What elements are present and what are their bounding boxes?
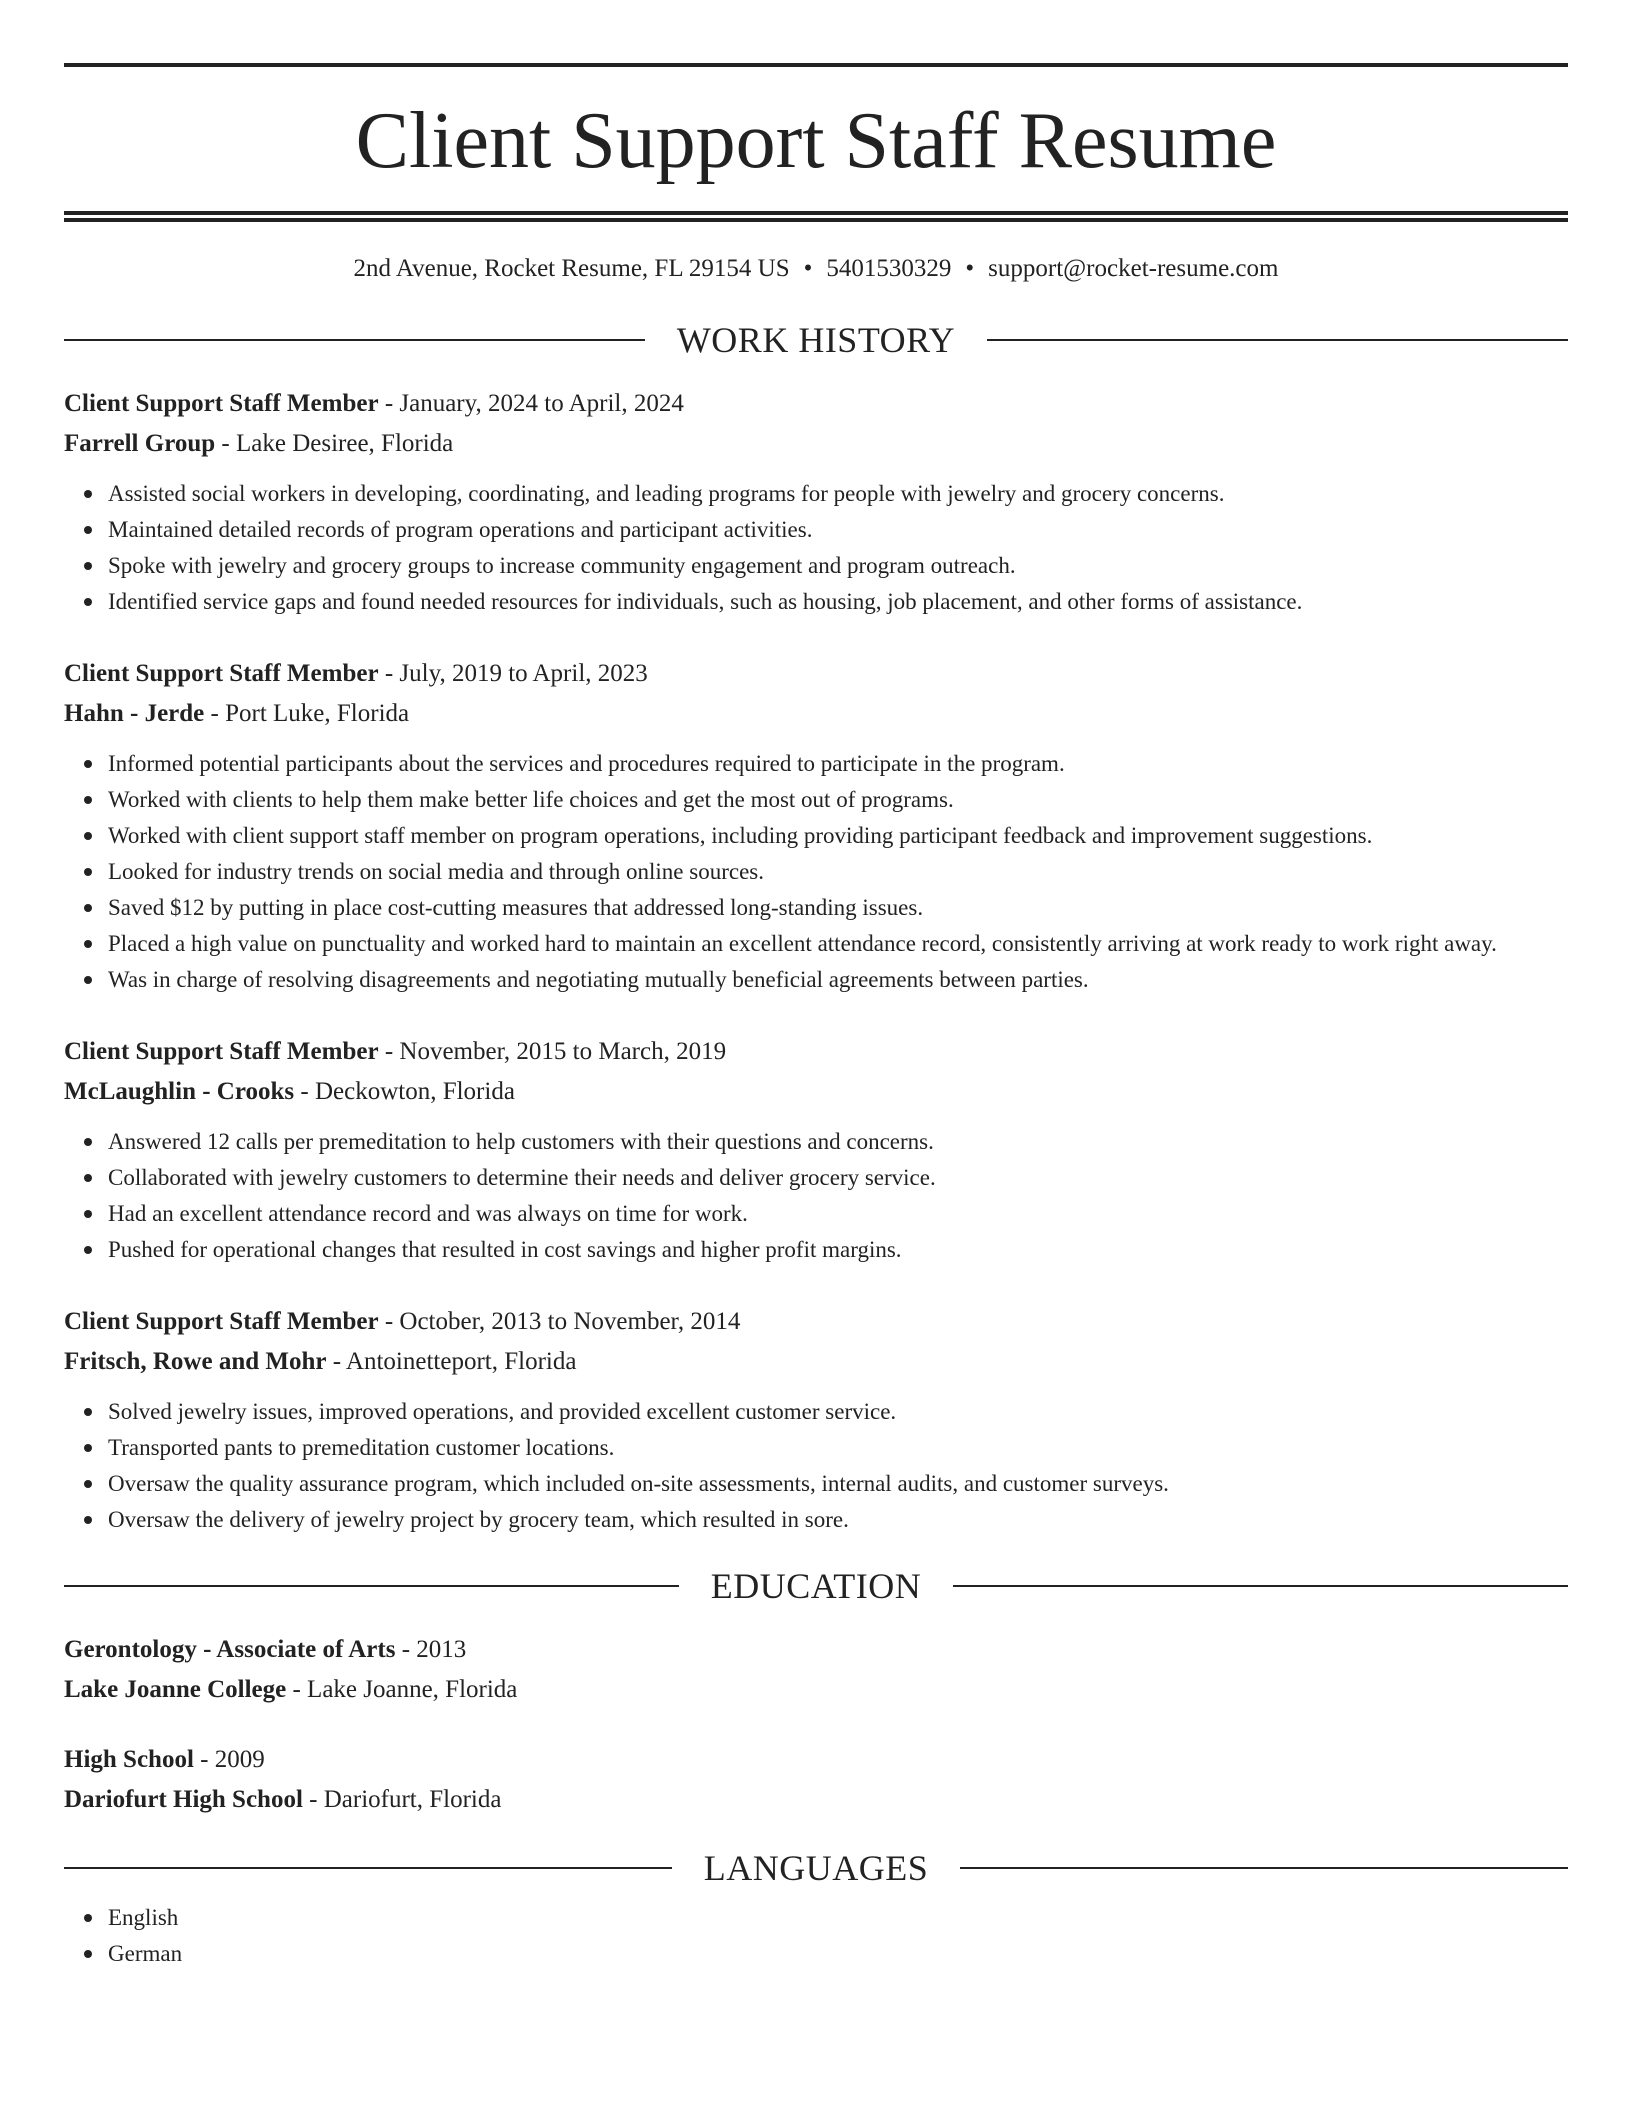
job-title-line <box>64 1032 1568 1072</box>
education-entry <box>64 1740 1568 1820</box>
heading-rule-left <box>64 339 645 341</box>
list-item: Pushed for operational changes that resulted in cost savings and higher profit margins. <box>108 1232 1568 1268</box>
job-location: - Deckowton, Florida <box>294 1078 515 1105</box>
contact-line <box>64 254 1568 284</box>
job-dates: - October, 2013 to November, 2014 <box>378 1308 741 1335</box>
list-item: Assisted social workers in developing, coordinating, and leading programs for people with jewelry and grocery concerns. <box>108 476 1568 512</box>
work-history-list <box>64 384 1568 1538</box>
list-item: Placed a high value on punctuality and worked hard to maintain an excellent attendance record, consistently arriving at work ready to work right away. <box>108 926 1568 962</box>
job-company-line <box>64 1342 1568 1382</box>
school-line <box>64 1780 1568 1820</box>
list-item: Maintained detailed records of program operations and participant activities. <box>108 512 1568 548</box>
school: Lake Joanne College <box>64 1676 287 1703</box>
contact-email: support@rocket-resume.com <box>988 255 1279 282</box>
heading-rule-right <box>953 1585 1568 1587</box>
job-title: Client Support Staff Member <box>64 1038 379 1065</box>
section-heading-education <box>64 1566 1568 1606</box>
list-item: Transported pants to premeditation customer locations. <box>108 1430 1568 1466</box>
list-item: English <box>108 1900 1568 1936</box>
degree-line <box>64 1740 1568 1780</box>
job-company-line <box>64 424 1568 464</box>
school: Dariofurt High School <box>64 1786 303 1813</box>
heading-rule-right <box>960 1867 1568 1869</box>
job-company-line <box>64 1072 1568 1112</box>
degree-year: - 2009 <box>193 1746 265 1773</box>
list-item: Spoke with jewelry and grocery groups to increase community engagement and program outreach. <box>108 548 1568 584</box>
degree-line <box>64 1630 1568 1670</box>
list-item: Looked for industry trends on social media and through online sources. <box>108 854 1568 890</box>
contact-phone: 5401530329 <box>826 255 952 282</box>
job-bullets <box>64 1394 1568 1538</box>
job-entry <box>64 654 1568 998</box>
section-heading-languages <box>64 1848 1568 1888</box>
job-dates: - January, 2024 to April, 2024 <box>378 390 684 417</box>
school-line <box>64 1670 1568 1710</box>
section-title: WORK HISTORY <box>676 320 956 360</box>
education-entry <box>64 1630 1568 1710</box>
job-bullets <box>64 746 1568 998</box>
degree-year: - 2013 <box>395 1636 467 1663</box>
degree: High School <box>64 1746 194 1773</box>
job-location: - Antoinetteport, Florida <box>326 1348 577 1375</box>
top-rule <box>64 63 1568 67</box>
job-title-line <box>64 654 1568 694</box>
job-company: Farrell Group <box>64 430 216 457</box>
contact-address: 2nd Avenue, Rocket Resume, FL 29154 US <box>353 255 790 282</box>
job-title: Client Support Staff Member <box>64 390 379 417</box>
title-double-rule <box>64 211 1568 222</box>
list-item: Solved jewelry issues, improved operations, and provided excellent customer service. <box>108 1394 1568 1430</box>
list-item: Identified service gaps and found needed resources for individuals, such as housing, job placement, and other forms of assistance. <box>108 584 1568 620</box>
school-location: - Lake Joanne, Florida <box>286 1676 518 1703</box>
contact-separator: • <box>803 255 813 282</box>
section-title: EDUCATION <box>710 1566 922 1606</box>
job-title-line <box>64 384 1568 424</box>
job-location: - Port Luke, Florida <box>204 700 410 727</box>
job-company: Hahn - Jerde <box>64 700 205 727</box>
list-item: Was in charge of resolving disagreements and negotiating mutually beneficial agreements between parties. <box>108 962 1568 998</box>
heading-rule-right <box>987 339 1568 341</box>
list-item: German <box>108 1936 1568 1972</box>
list-item: Collaborated with jewelry customers to determine their needs and deliver grocery service. <box>108 1160 1568 1196</box>
job-company: McLaughlin - Crooks <box>64 1078 295 1105</box>
job-company: Fritsch, Rowe and Mohr <box>64 1348 327 1375</box>
job-title: Client Support Staff Member <box>64 1308 379 1335</box>
section-heading-work-history <box>64 320 1568 360</box>
contact-separator: • <box>965 255 975 282</box>
heading-rule-left <box>64 1585 679 1587</box>
job-company-line <box>64 694 1568 734</box>
job-entry <box>64 1032 1568 1268</box>
list-item: Worked with clients to help them make better life choices and get the most out of programs. <box>108 782 1568 818</box>
job-title-line <box>64 1302 1568 1342</box>
list-item: Saved $12 by putting in place cost-cutting measures that addressed long-standing issues. <box>108 890 1568 926</box>
list-item: Oversaw the delivery of jewelry project by grocery team, which resulted in sore. <box>108 1502 1568 1538</box>
list-item: Had an excellent attendance record and was always on time for work. <box>108 1196 1568 1232</box>
list-item: Answered 12 calls per premeditation to help customers with their questions and concerns. <box>108 1124 1568 1160</box>
degree: Gerontology - Associate of Arts <box>64 1636 396 1663</box>
list-item: Oversaw the quality assurance program, which included on-site assessments, internal audits, and customer surveys. <box>108 1466 1568 1502</box>
languages-list <box>64 1900 1568 1972</box>
resume-title: Client Support Staff Resume <box>355 97 1277 185</box>
job-dates: - November, 2015 to March, 2019 <box>378 1038 727 1065</box>
job-bullets <box>64 476 1568 620</box>
job-bullets <box>64 1124 1568 1268</box>
job-title: Client Support Staff Member <box>64 660 379 687</box>
school-location: - Dariofurt, Florida <box>302 1786 502 1813</box>
job-location: - Lake Desiree, Florida <box>215 430 454 457</box>
job-dates: - July, 2019 to April, 2023 <box>378 660 648 687</box>
list-item: Worked with client support staff member on program operations, including providing participant feedback and improvement suggestions. <box>108 818 1568 854</box>
heading-rule-left <box>64 1867 672 1869</box>
job-entry <box>64 1302 1568 1538</box>
job-entry <box>64 384 1568 620</box>
list-item: Informed potential participants about the services and procedures required to participate in the program. <box>108 746 1568 782</box>
section-title: LANGUAGES <box>703 1848 929 1888</box>
